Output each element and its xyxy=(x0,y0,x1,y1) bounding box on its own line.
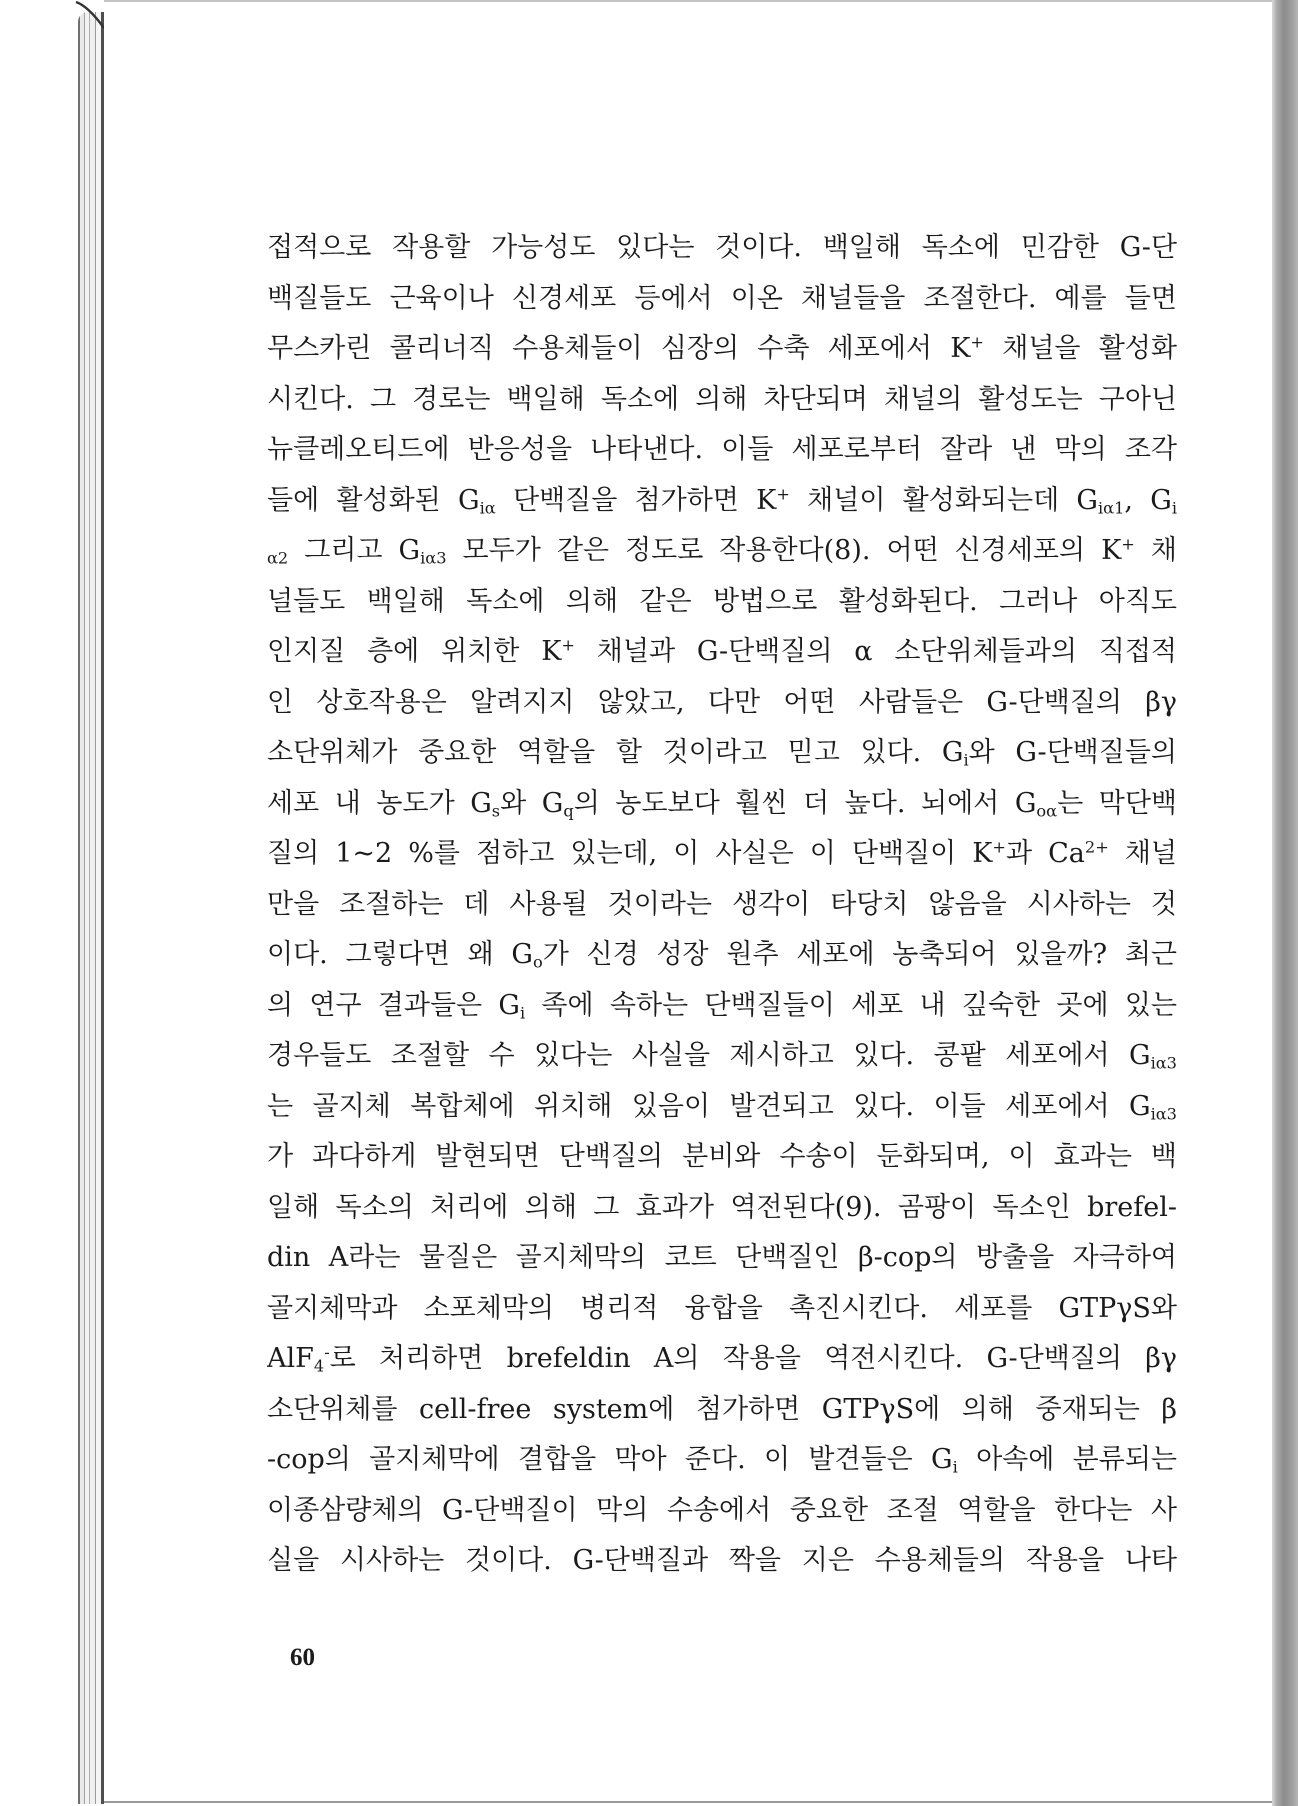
text-line xyxy=(267,526,1177,577)
subscript: i xyxy=(952,1457,958,1477)
text-run: 시킨다. 그 경로는 백일해 독소에 의해 차단되며 채널의 활성도는 구아닌 xyxy=(267,383,1177,415)
text-line xyxy=(267,1334,1177,1385)
text-run: -cop의 골지체막에 결합을 막아 준다. 이 발견들은 G xyxy=(267,1444,953,1475)
subscript: s xyxy=(491,801,501,821)
text-run: 들에 활성화된 G xyxy=(267,484,480,516)
text-run: , G xyxy=(1124,484,1172,516)
subscript: i xyxy=(519,1003,526,1023)
subscript: i xyxy=(963,750,969,770)
text-run: 와 G xyxy=(500,787,564,819)
text-run: 일해 독소의 처리에 의해 그 효과가 역전된다(9). 곰팡이 독소인 brefel- xyxy=(267,1191,1177,1223)
text-run: 의 연구 결과들은 G xyxy=(267,989,520,1021)
text-line xyxy=(267,476,1177,527)
text-line xyxy=(267,375,1177,426)
text-run: 로 처리하면 brefeldin A의 작용을 역전시킨다. G-단백질의 βγ xyxy=(329,1343,1177,1374)
text-run: 단백질을 첨가하면 K xyxy=(495,484,777,516)
superscript: + xyxy=(1121,534,1135,554)
text-run: 채 xyxy=(1134,535,1177,566)
text-run: 이종삼량체의 G-단백질이 막의 수송에서 중요한 조절 역할을 한다는 사 xyxy=(267,1494,1177,1526)
text-run: 모두가 같은 정도로 작용한다(8). 어떤 신경세포의 K xyxy=(446,535,1122,566)
text-run: 채널이 활성화되는데 G xyxy=(789,484,1098,516)
superscript: - xyxy=(324,1342,330,1362)
subscript: oα xyxy=(1036,801,1058,821)
text-run: 가 신경 성장 원추 세포에 농축되어 있을까? 최근 xyxy=(542,939,1177,970)
text-run: 접적으로 작용할 가능성도 있다는 것이다. 백일해 독소에 민감한 G-단 xyxy=(267,232,1177,263)
text-run: 소단위체가 중요한 역할을 할 것이라고 믿고 있다. G xyxy=(267,737,964,768)
text-run: 채널을 활성화 xyxy=(984,333,1177,364)
text-run: 아속에 분류되는 xyxy=(957,1444,1177,1475)
text-line xyxy=(267,1031,1177,1082)
text-line xyxy=(267,1233,1177,1284)
text-run: 인지질 층에 위치한 K xyxy=(267,636,562,667)
text-line xyxy=(267,728,1177,779)
subscript: i xyxy=(1171,498,1177,518)
subscript: iα1 xyxy=(1097,498,1125,518)
text-run: 의 농도보다 훨씬 더 높다. 뇌에서 G xyxy=(573,787,1037,819)
text-run: 는 골지체 복합체에 위치해 있음이 발견되고 있다. 이들 세포에서 G xyxy=(267,1090,1151,1122)
subscript: o xyxy=(532,952,543,972)
subscript: 4 xyxy=(313,1356,325,1376)
text-line xyxy=(267,1486,1177,1537)
text-line xyxy=(267,779,1177,830)
text-line xyxy=(267,1385,1177,1436)
text-line xyxy=(267,930,1177,981)
text-line xyxy=(267,1284,1177,1335)
text-run: 실을 시사하는 것이다. G-단백질과 짝을 지은 수용체들의 작용을 나타 xyxy=(267,1545,1177,1576)
text-line xyxy=(267,223,1177,274)
text-run: 와 G-단백질들의 xyxy=(968,737,1177,768)
text-run: 인 상호작용은 알려지지 않았고, 다만 어떤 사람들은 G-단백질의 βγ xyxy=(267,686,1177,718)
superscript: + xyxy=(776,483,790,503)
superscript: + xyxy=(970,332,984,352)
text-run: 백질들도 근육이나 신경세포 등에서 이온 채널들을 조절한다. 예를 들면 xyxy=(267,282,1177,314)
superscript: + xyxy=(992,837,1006,857)
text-line xyxy=(267,324,1177,375)
text-run: 이다. 그렇다면 왜 G xyxy=(267,939,533,970)
text-run: 만을 조절하는 데 사용될 것이라는 생각이 타당치 않음을 시사하는 것 xyxy=(267,888,1177,920)
subscript: iα3 xyxy=(1150,1053,1177,1073)
text-run: AlF xyxy=(267,1343,314,1374)
text-run: 소단위체를 cell-free system에 첨가하면 GTPγS에 의해 중재되는 β xyxy=(267,1393,1177,1425)
text-run: 널들도 백일해 독소에 의해 같은 방법으로 활성화된다. 그러나 아직도 xyxy=(267,585,1177,617)
page-shadow xyxy=(1272,0,1298,1806)
subscript: α2 xyxy=(267,548,289,568)
text-run: 채널과 G-단백질의 α 소단위체들과의 직접적 xyxy=(574,636,1177,667)
page-stack-edges xyxy=(78,12,104,1804)
text-line xyxy=(267,425,1177,476)
text-line xyxy=(267,981,1177,1032)
superscript: 2+ xyxy=(1084,837,1109,857)
body-text xyxy=(267,223,1177,1587)
text-line xyxy=(267,1082,1177,1133)
text-line xyxy=(267,1132,1177,1183)
text-line xyxy=(267,829,1177,880)
text-run: 무스카린 콜리너직 수용체들이 심장의 수축 세포에서 K xyxy=(267,333,971,364)
text-line xyxy=(267,678,1177,729)
text-run: 는 막단백 xyxy=(1057,787,1177,819)
text-line xyxy=(267,1435,1177,1486)
text-run: 채널 xyxy=(1108,838,1177,869)
text-run: 뉴클레오티드에 반응성을 나타낸다. 이들 세포로부터 잘라 낸 막의 조각 xyxy=(267,434,1177,465)
subscript: iα xyxy=(479,498,496,518)
text-run: 족에 속하는 단백질들이 세포 내 깊숙한 곳에 있는 xyxy=(525,989,1177,1021)
text-run: din A라는 물질은 골지체막의 코트 단백질인 β-cop의 방출을 자극하여 xyxy=(267,1242,1177,1273)
text-line xyxy=(267,274,1177,325)
text-line xyxy=(267,880,1177,931)
subscript: q xyxy=(563,801,574,821)
page-number: 60 xyxy=(290,1644,315,1671)
subscript: iα3 xyxy=(1150,1104,1177,1124)
text-line xyxy=(267,627,1177,678)
text-run: 경우들도 조절할 수 있다는 사실을 제시하고 있다. 콩팥 세포에서 G xyxy=(267,1040,1151,1071)
text-run: 그리고 G xyxy=(288,535,421,566)
text-line xyxy=(267,577,1177,628)
text-line xyxy=(267,1183,1177,1234)
text-run: 질의 1~2 %를 점하고 있는데, 이 사실은 이 단백질이 K xyxy=(267,838,993,869)
text-run: 골지체막과 소포체막의 병리적 융합을 촉진시킨다. 세포를 GTPγS와 xyxy=(267,1292,1177,1324)
text-run: 과 Ca xyxy=(1006,838,1085,869)
subscript: iα3 xyxy=(420,548,447,568)
text-line xyxy=(267,1536,1177,1587)
superscript: + xyxy=(561,635,575,655)
text-run: 세포 내 농도가 G xyxy=(267,787,492,819)
text-run: 가 과다하게 발현되면 단백질의 분비와 수송이 둔화되며, 이 효과는 백 xyxy=(267,1141,1177,1172)
